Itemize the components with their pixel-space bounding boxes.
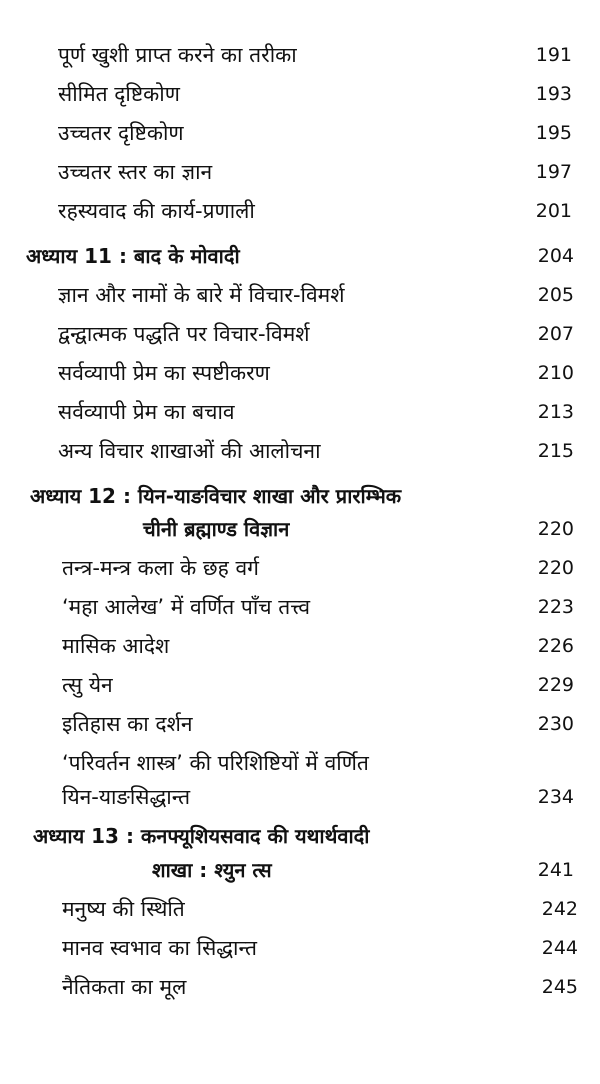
toc-entry [0,77,600,111]
toc-chapter-heading [0,512,600,546]
toc-chapter-heading [0,479,600,513]
toc-entry-title: पूर्ण खुशी प्राप्त करने का तरीका [58,43,297,67]
toc-entry [0,278,600,312]
toc-page-number: 241 [537,859,574,881]
toc-page-number: 191 [535,44,572,66]
toc-entry-title: मासिक आदेश [62,634,170,658]
toc-page-number: 193 [535,83,572,105]
toc-entry-title: उच्चतर दृष्टिकोण [58,121,184,145]
toc-entry-title: ‘महा आलेख’ में वर्णित पाँच तत्त्व [62,595,311,619]
toc-entry [0,155,600,189]
toc-chapter-heading [0,239,600,273]
toc-page-number: 220 [537,557,574,579]
toc-entry [0,707,600,741]
toc-page-number: 245 [541,976,578,998]
toc-entry [0,892,600,926]
toc-entry [0,38,600,72]
toc-entry-title: नैतिकता का मूल [62,975,187,999]
toc-chapter-heading [0,853,600,887]
toc-entry-title: अन्य विचार शाखाओं की आलोचना [58,439,321,463]
toc-entry [0,590,600,624]
toc-page-number: 226 [537,635,574,657]
toc-chapter-heading [0,819,600,853]
toc-entry [0,780,600,814]
toc-entry [0,194,600,228]
toc-entry-title: उच्चतर स्तर का ज्ञान [58,160,213,184]
toc-page-number: 195 [535,122,572,144]
toc-page-number: 207 [537,323,574,345]
toc-page-number: 210 [537,362,574,384]
toc-entry-title: अध्याय 13 : कनफ्यूशियसवाद की यथार्थवादी [33,824,370,848]
toc-entry [0,970,600,1004]
toc-entry-title: द्वन्द्वात्मक पद्धति पर विचार-विमर्श [58,322,310,346]
toc-page-number: 197 [535,161,572,183]
toc-entry [0,395,600,429]
toc-page-number: 242 [541,898,578,920]
toc-entry-title: रहस्यवाद की कार्य-प्रणाली [58,199,255,223]
toc-page-number: 213 [537,401,574,423]
toc-page-number: 229 [537,674,574,696]
toc-entry [0,668,600,702]
toc-entry-title: त्सु येन [62,673,113,697]
toc-entry-title: अध्याय 11 : बाद के मोवादी [26,244,240,268]
toc-entry [0,931,600,965]
toc-entry-title: सर्वव्यापी प्रेम का बचाव [58,400,235,424]
toc-entry [0,356,600,390]
toc-entry [0,317,600,351]
toc-entry-title: अध्याय 12 : यिन-याङविचार शाखा और प्रारम्भिक [30,484,402,508]
toc-entry-title: मनुष्य की स्थिति [62,897,185,921]
toc-entry [0,551,600,585]
toc-entry [0,629,600,663]
toc-entry-title: चीनी ब्रह्माण्ड विज्ञान [143,517,290,541]
toc-entry-title: सर्वव्यापी प्रेम का स्पष्टीकरण [58,361,270,385]
toc-page-number: 204 [537,245,574,267]
toc-entry-title: सीमित दृष्टिकोण [58,82,180,106]
toc-page-number: 205 [537,284,574,306]
toc-page-number: 215 [537,440,574,462]
toc-entry-title: यिन-याङसिद्धान्त [62,785,191,809]
toc-page-number: 201 [535,200,572,222]
toc-entry-title: इतिहास का दर्शन [62,712,193,736]
toc-entry-title: तन्त्र-मन्त्र कला के छह वर्ग [62,556,259,580]
toc-entry-title: ‘परिवर्तन शास्त्र’ की परिशिष्टियों में वर्णित [62,751,369,775]
toc-entry [0,746,600,780]
toc-entry [0,434,600,468]
toc-entry-title: शाखा : श्युन त्स [152,858,272,882]
toc-entry [0,116,600,150]
toc-page-number: 244 [541,937,578,959]
toc-entry-title: मानव स्वभाव का सिद्धान्त [62,936,257,960]
toc-page-number: 223 [537,596,574,618]
toc-page-number: 220 [537,518,574,540]
toc-page-number: 230 [537,713,574,735]
toc-entry-title: ज्ञान और नामों के बारे में विचार-विमर्श [58,283,345,307]
toc-page-number: 234 [537,786,574,808]
